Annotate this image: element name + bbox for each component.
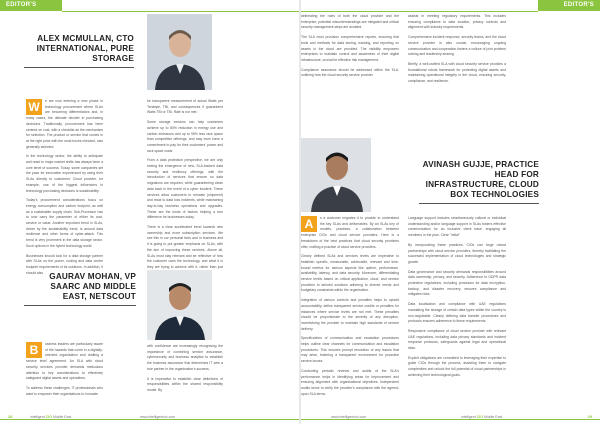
title-underline xyxy=(24,67,134,68)
footer-rule xyxy=(0,419,299,420)
paragraph-text: e are now entering a new phase in technology procurement where SLAs are becoming differentiators and, in many cases, the ultimate decider in purchasing decisions. Traditionally, procurement has been centred on cost, with a checklist as the mechanism for selection. The product or service that comes in at the right price with the most boxes checked, was generally selected. xyxy=(26,99,103,149)
page-number-left: 28 xyxy=(8,414,13,419)
profile-name-gaurav: GAURAV MOHAN, VP SAARC AND MIDDLE EAST, NETSCOUT xyxy=(49,272,136,301)
paragraph xyxy=(301,216,399,250)
paragraph: assists in meeting regulatory requirements. This includes ensuring compliance to data location, privacy controls and alignment with industry requirements. xyxy=(408,14,506,30)
paragraph: delineating the roles of both the cloud provider and the enterprise, potential misunderstandings are mitigated and critical security management steps are avoided. xyxy=(301,14,399,30)
paragraph: Responsive compliance of cloud service provider with relevant UAE regulations, including data privacy standards and incident response protocols, safeguards against legal and operational risks. xyxy=(408,328,506,351)
article-column-avinash-2 xyxy=(408,216,506,408)
portrait-avinash-image xyxy=(301,138,371,212)
top-rule-right xyxy=(301,11,538,12)
paragraph: with confidence are increasingly recognising the importance of combining service assurance, cybersecurity and business analytics to establish the business assurance that determines IT sets a true partner in the organisation's success. xyxy=(147,344,223,371)
website-url-left: www.intelligentcio.com xyxy=(140,415,176,419)
website-url-right: www.intelligentcio.com xyxy=(331,415,367,419)
paragraph: Some storage vendors can help customers achieve up to 80% reduction in energy use and carbon emissions and up to 95% less rack space than competitive offerings, and may even have a commitment to pay for their customers' power and rack space costs. xyxy=(147,120,223,153)
title-underline xyxy=(24,305,136,306)
paragraph: To address these challenges, IT professionals who want to empower their organisations to innovate xyxy=(26,385,103,396)
paragraph-text: s a customer migrates it to provide to understand the key SLAs and deliverables. By an SLAs key of models, practices, a collaboration between enterprise CIOs and cloud service providers. Here is a breakdown of the best practices that cloud security providers offer, crafting a practice of cloud service providers. xyxy=(301,216,399,249)
paragraph: Clearly defined SLAs and services levels are imperative to establish specific, measurable, achievable, relevant and time-bound metrics for various aspects like uptime, performance, availability, latency, and data security. Moreover, differentiating service levels based on critical application, cloud, and service providers to tailored solutions adhering to diverse needs and budgetary constraints within the organisation. xyxy=(301,254,399,293)
paragraph: Language support includes simultaneously cultural or individual understanding and/or language support in SLAs fosters effective communication for an inclusive client base, engaging all members in the plan. Clear ''initial'' xyxy=(408,216,506,238)
mag-suffix: Middle East xyxy=(53,415,72,419)
paragraph: Today's procurement considerations focus on energy consumption and carbon footprint, as well as a sustainable supply chain. Sub-Processor has to now carry the parameter of either its cost, service or value. Another important trend in SLAs, driven by the sustainability trend, is around data resilience and other forms of cyber-attack. This trend is very prominent in the data storage sector. Such options in the hybrid technology world. xyxy=(26,198,103,248)
paragraph: Conducting periodic reviews and audits of the SLA's performance helps in identifying areas for improvement and ensuring alignment with organisational objectives. Independent audits serve to verify the provider's compliance with the agreed-upon SLA terms. xyxy=(301,368,399,396)
article-column-avinash-1 xyxy=(301,216,399,408)
portrait-alex-image xyxy=(147,14,212,90)
footer-right xyxy=(301,413,600,424)
paragraph: The SLA must provision comprehensive reports, ensuring that tools and methods for data storing, tracking, and reporting on assets in the cloud are provided. The visibility empowers enterprises to maintain control and awareness of their digital infrastructure, crucial for effective risk management. xyxy=(301,35,399,62)
portrait-gaurav-image xyxy=(147,270,212,340)
paragraph: Specifications of communication and escalation procedures helps outline clear channels for communication and escalation procedures. This ensures prompt resolution of any issues that may arise, fostering a transparent environment for proactive service issues. xyxy=(301,336,399,364)
paragraph: There is a clear accelerated trend towards new ownership and more subscription services. We see this in our personal lives and in business and it is going to put greater emphasis on SLAs, with the aim of improving these services. Above all, SLAs must stay relevant and be reflective of how the customer uses the technology, and what it is they are trying to achieve with it, rather than just xyxy=(147,225,223,269)
magazine-name-left xyxy=(30,415,71,419)
title-underline xyxy=(419,203,539,204)
mag-suffix: Middle East xyxy=(484,415,503,419)
top-rule-left xyxy=(62,11,299,12)
paragraph xyxy=(26,99,103,150)
drop-cap: A xyxy=(301,216,317,232)
profile-title-gaurav xyxy=(24,272,136,306)
profile-name-alex: ALEX MCMULLAN, CTO INTERNATIONAL, PURE STORAGE xyxy=(36,34,134,63)
page-number-right: 29 xyxy=(587,414,592,419)
paragraph-text: usiness leaders are particularly aware of the hazards that come in a digitally-oriented organisation and drafting a service level agreement. An SLA with cloud security services provider demands meticulous attention to key considerations to effectively safeguard digital assets and operations. xyxy=(26,342,103,381)
portrait-gaurav xyxy=(147,270,212,340)
paragraph: Comprehensive incident response, security teams, and the cloud service provider is also crucial, encouraging ongoing communication and cooperation fosters a culture of joint problem solving and leadership sharing. xyxy=(408,35,506,57)
paragraph: In the technology sector, the ability to anticipate and react to major market shifts has always been a core tenet of success. Today, some companies set the pace for innovation experienced by using their SLAs directly to customers' Cloud provider, for example, one of the biggest influencers in technology purchasing decisions is sustainability. xyxy=(26,154,103,193)
paragraph: Explicit obligations are committed to leveraging their expertise to guide CIOs through the process, assisting them to navigate complexities and unlock the full potential of cloud partnerships in achieving their technological goals. xyxy=(408,355,506,377)
article-column-gaurav-2 xyxy=(147,344,223,408)
section-tab-left: EDITOR'S QUESTION xyxy=(0,0,62,11)
paragraph: From a data protection perspective, we are only seeing the emergence of new, SLA-backed data security and resiliency offerings, with the introduction of services that ensure no data migrations are required, while guaranteeing clean data back in the event of a cyber incident. These services allow customers to relocate (shipment) and react to data loss incidents, while maintaining day-to-day business operations and upgrades. These are the kinds of factors helping a true difference for businesses today. xyxy=(147,158,223,220)
paragraph xyxy=(26,342,103,382)
right-page xyxy=(301,0,600,424)
drop-cap: W xyxy=(26,99,42,115)
profile-title-avinash xyxy=(419,160,539,204)
article-column-gaurav-1 xyxy=(26,342,103,408)
paragraph: Data localisation and compliance with UAE regulations mandating the storage of certain data types within the country is non-negotiable. Clearly defining data transfer procedures and protocols ensures adherence to these requirements. xyxy=(408,302,506,324)
profile-name-avinash: AVINASH GUJJE, PRACTICE HEAD FOR INFRASTRUCTURE, CLOUD BOX TECHNOLOGIES xyxy=(422,160,539,199)
mag-prefix: intelligent xyxy=(30,415,45,419)
footer-rule xyxy=(301,419,600,420)
paragraph: be transparent measurement of actual Watts per Terabyte, TBI, and consequences if guaranteed Watts TBI or TBI, Rate is not met. xyxy=(147,99,223,115)
paragraph: Businesses should look for a data storage partner with SLAs on the power, cooling and data centre footprint requirements of its solutions. In addition, it should also xyxy=(26,253,103,275)
paragraph: Briefly, a well-crafted SLA with cloud security service provides a foundational robust framework for protecting digital assets and maintaining operational integrity in the cloud, ensuring security, compliance, and resilience. xyxy=(408,61,506,84)
magazine-name-right xyxy=(461,415,502,419)
paragraph: It is imperative to establish clear definitions of responsibilities within the shared responsibility model. By xyxy=(147,376,223,392)
mag-name: CIO xyxy=(476,415,484,419)
paragraph: By incorporating these practices, CIOs can forge robust partnerships with cloud service providers, thereby facilitating the successful implementation of cloud technologies and strategic growth. xyxy=(408,242,506,264)
portrait-avinash xyxy=(301,138,371,212)
paragraph: Integration of various controls and penalties helps to uphold accountability, define transparent service credits or penalties for instances where service levels are not met. These penalties should be proportionate to the severity of any disruption, incentivising the provider to maintain high standards of service delivery. xyxy=(301,298,399,331)
left-page xyxy=(0,0,299,424)
mag-prefix: intelligent xyxy=(461,415,476,419)
paragraph: Data governance and security demands responsibilities around data ownership, privacy, and security. Adherence to GDPR data protection regulations, including provisions for data encryption, backup, and disaster recovery, ensures compliance and mitigates risks. xyxy=(408,269,506,297)
article-column-right-1 xyxy=(301,14,399,134)
portrait-alex xyxy=(147,14,212,90)
drop-cap: B xyxy=(26,342,42,358)
profile-title-alex xyxy=(24,34,134,68)
article-column-right-2 xyxy=(408,14,506,134)
mag-name: CIO xyxy=(45,415,53,419)
footer-left xyxy=(0,413,299,424)
section-tab-right: EDITOR'S QUESTION xyxy=(538,0,600,11)
paragraph: Compliance assurance should be addressed within the SLA, outlining how the cloud security service provider xyxy=(301,67,399,78)
